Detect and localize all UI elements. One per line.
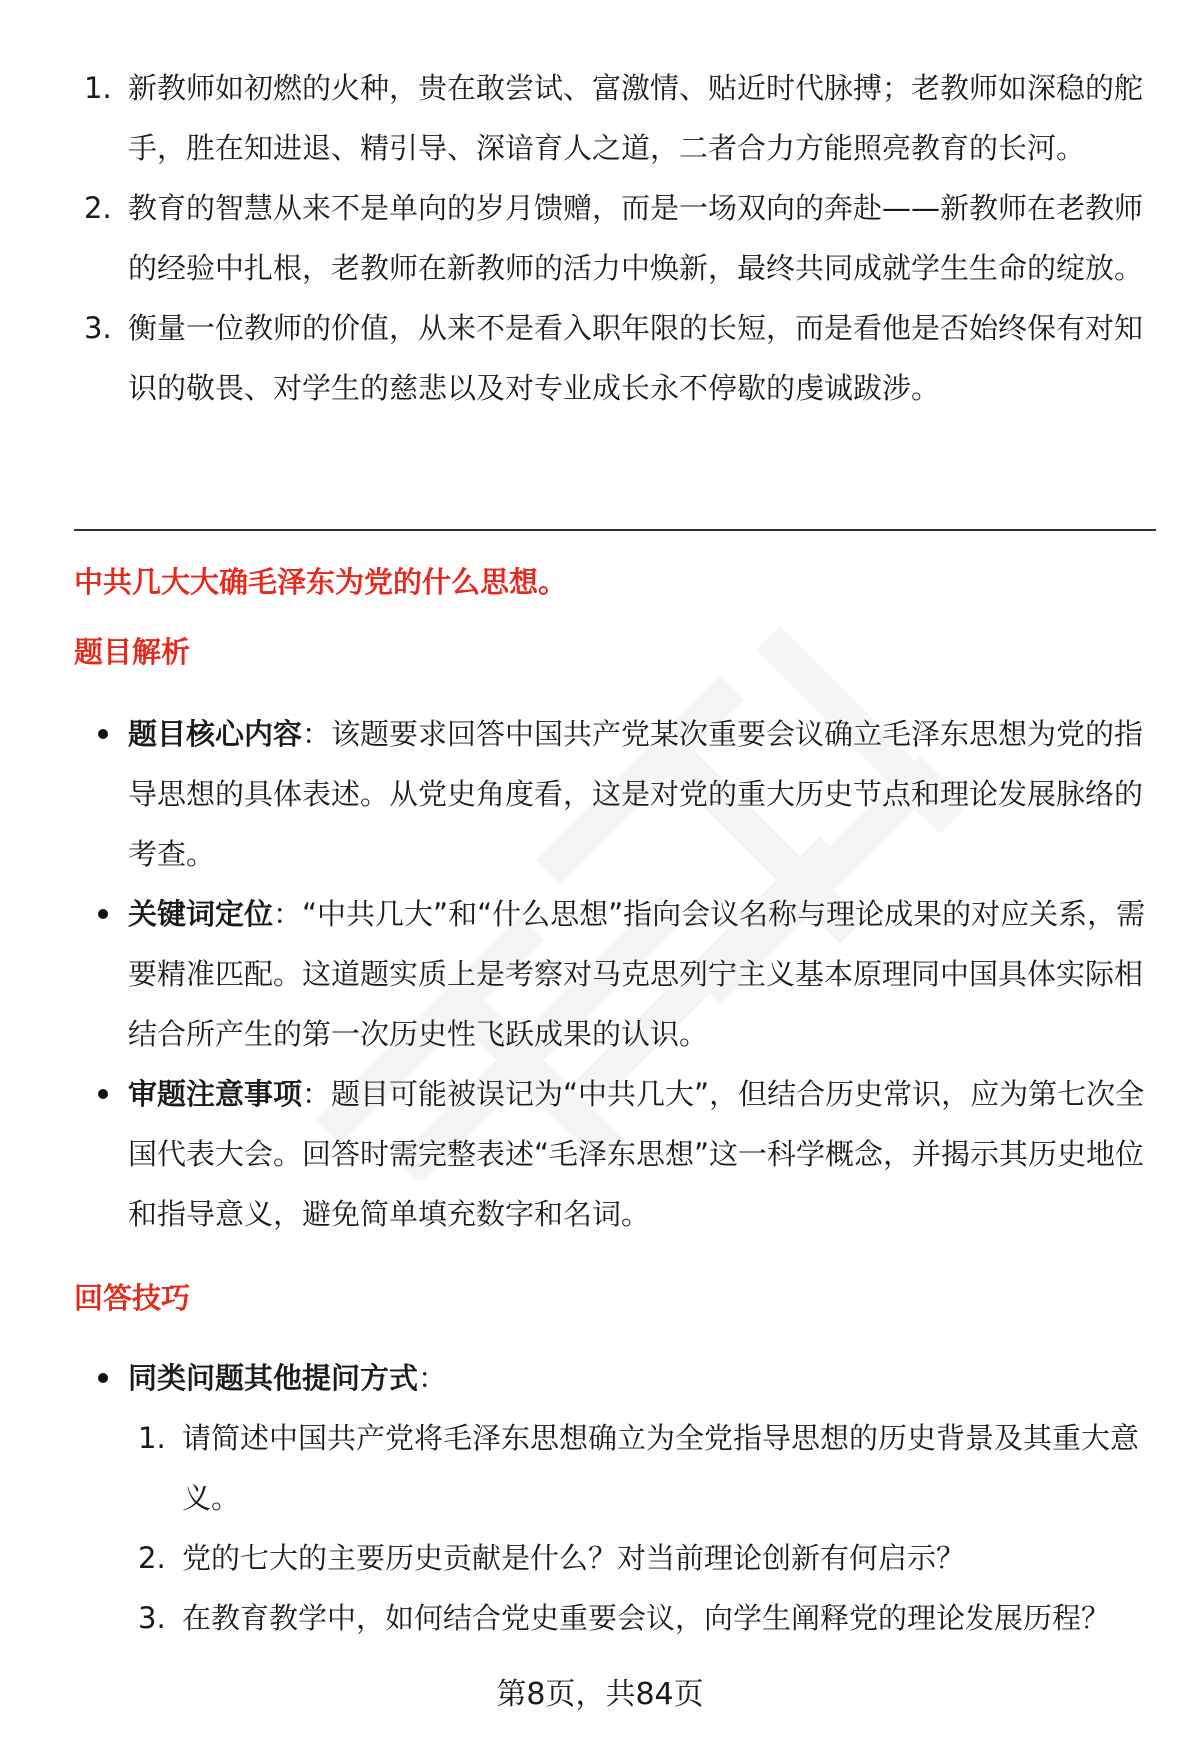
analysis-label: 题目核心内容 [128,717,303,751]
list-item [84,58,1144,178]
label-separator: ： [302,717,332,751]
bullet-icon [98,1089,108,1099]
analysis-item [96,704,1146,884]
list-text: 衡量一位教师的价值，从来不是看入职年限的长短，而是看他是否始终保有对知识的敬畏、对学生的慈悲以及对专业成长永不停歇的虔诚跋涉。 [128,311,1144,405]
list-text: 请简述中国共产党将毛泽东思想确立为全党指导思想的历史背景及其重大意义。 [182,1421,1140,1515]
bullet-icon [98,909,108,919]
analysis-list [96,704,1146,1244]
list-text: 在教育教学中，如何结合党史重要会议，向学生阐释党的理论发展历程？ [182,1601,1111,1635]
list-item [84,298,1144,418]
list-item [84,178,1144,298]
section-divider [74,529,1156,531]
list-number: 3. [84,311,112,345]
page-footer: 第8页，共84页 [496,1677,704,1712]
list-text: 教育的智慧从来不是单向的岁月馈赠，而是一场双向的奔赴——新教师在老教师的经验中扎根，老教师在新教师的活力中焕新，最终共同成就学生生命的绽放。 [128,191,1144,285]
top-numbered-list [84,58,1144,418]
list-number: 2. [138,1541,166,1575]
list-number: 1. [84,71,112,105]
analysis-heading: 题目解析 [74,635,191,669]
tips-bullet [96,1348,1146,1408]
label-separator: ： [273,897,303,931]
list-item [138,1528,1148,1588]
list-number: 1. [138,1421,166,1455]
bullet-icon [98,1373,108,1383]
analysis-text: 题目可能被误记为“中共几大”，但结合历史常识，应为第七次全国代表大会。回答时需完整表述“毛泽东思想”这一科学概念，并揭示其历史地位和指导意义，避免简单填充数字和名词。 [128,1077,1145,1231]
list-number: 2. [84,191,112,225]
list-number: 3. [138,1601,166,1635]
bullet-icon [98,729,108,739]
analysis-item [96,884,1146,1064]
analysis-text: “中共几大”和“什么思想”指向会议名称与理论成果的对应关系，需要精准匹配。这道题实质上是考察对马克思列宁主义基本原理同中国具体实际相结合所产生的第一次历史性飞跃成果的认识。 [128,897,1146,1051]
tips-label: 同类问题其他提问方式 [128,1361,419,1395]
question-title: 中共几大大确毛泽东为党的什么思想。 [74,565,568,599]
analysis-item [96,1064,1146,1244]
analysis-label: 审题注意事项 [128,1077,303,1111]
list-text: 新教师如初燃的火种，贵在敢尝试、富激情、贴近时代脉搏；老教师如深稳的舵手，胜在知进退、精引导、深谙育人之道，二者合力方能照亮教育的长河。 [128,71,1144,165]
tips-numbered-list [138,1408,1148,1648]
list-text: 党的七大的主要历史贡献是什么？对当前理论创新有何启示？ [182,1541,966,1575]
analysis-text: 该题要求回答中国共产党某次重要会议确立毛泽东思想为党的指导思想的具体表述。从党史角度看，这是对党的重大历史节点和理论发展脉络的考查。 [128,717,1144,871]
tips-heading: 回答技巧 [74,1281,191,1315]
list-item [138,1588,1148,1648]
analysis-label: 关键词定位 [128,897,274,931]
list-item [138,1408,1148,1528]
label-separator: ： [418,1361,448,1395]
label-separator: ： [302,1077,332,1111]
tips-bullet-list [96,1348,1146,1408]
